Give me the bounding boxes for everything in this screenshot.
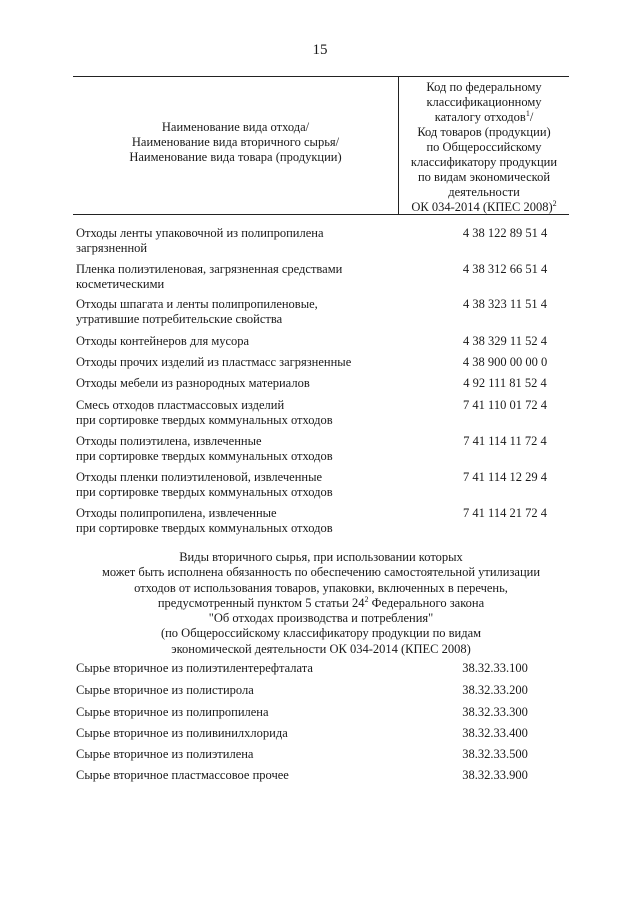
waste-name-line: при сортировке твердых коммунальных отходов xyxy=(76,413,333,427)
waste-name xyxy=(76,297,406,327)
waste-name xyxy=(76,434,406,464)
header-code-line: по Общероссийскому xyxy=(426,140,542,154)
header-code-line: классификатору продукции xyxy=(410,155,558,169)
waste-name-line: загрязненной xyxy=(76,241,148,255)
waste-name-line: Отходы полипропилена, извлеченные xyxy=(76,506,277,520)
header-name-line: Наименование вида вторичного сырья/ xyxy=(131,135,340,149)
waste-code: 4 38 323 11 51 4 xyxy=(463,297,547,311)
material-name: Сырье вторичное из поливинилхлорида xyxy=(76,726,288,740)
waste-name xyxy=(76,506,406,536)
material-code: 38.32.33.400 xyxy=(462,726,528,740)
material-name: Сырье вторичное из полиэтилентерефталата xyxy=(76,661,313,675)
material-name: Сырье вторичное из полиэтилена xyxy=(76,747,254,761)
header-code-line: деятельности xyxy=(448,185,520,199)
header-name-line: Наименование вида отхода/ xyxy=(161,120,310,134)
waste-code: 4 38 329 11 52 4 xyxy=(463,334,547,348)
heading-line: может быть исполнена обязанность по обеспечению самостоятельной утилизации xyxy=(101,565,541,580)
header-code-text: каталогу отходов xyxy=(434,110,526,124)
material-name: Сырье вторичное из полипропилена xyxy=(76,705,269,719)
article-superscript: 2 xyxy=(364,594,369,604)
waste-code: 7 41 114 12 29 4 xyxy=(463,470,547,484)
material-name: Сырье вторичное из полистирола xyxy=(76,683,254,697)
waste-code: 7 41 114 11 72 4 xyxy=(463,434,547,448)
heading-line: Виды вторичного сырья, при использовании которых xyxy=(179,550,463,564)
waste-name xyxy=(76,470,406,500)
header-code-text: ОК 034-2014 (КПЕС 2008) xyxy=(411,200,553,214)
waste-name-line: Отходы контейнеров для мусора xyxy=(76,334,250,348)
waste-name-line: косметическими xyxy=(76,277,165,291)
header-name-column xyxy=(73,120,398,165)
heading-line: экономической деятельности ОК 034-2014 (КПЕС 2008) xyxy=(171,641,471,656)
waste-code: 4 38 312 66 51 4 xyxy=(462,262,548,276)
waste-code: 7 41 114 21 72 4 xyxy=(463,506,547,520)
header-name-line: Наименование вида товара (продукции) xyxy=(129,150,342,164)
header-code-column xyxy=(399,80,569,215)
waste-name-line: при сортировке твердых коммунальных отходов xyxy=(76,521,333,535)
waste-name xyxy=(76,398,406,428)
heading-line xyxy=(73,596,569,611)
header-code-line xyxy=(399,200,569,215)
heading-line: "Об отходах производства и потребления" xyxy=(208,611,434,626)
waste-name-line: Смесь отходов пластмассовых изделий xyxy=(76,398,285,412)
waste-name-line: Отходы полиэтилена, извлеченные xyxy=(76,434,262,448)
waste-name xyxy=(76,355,406,370)
material-code: 38.32.33.200 xyxy=(462,683,528,697)
waste-name xyxy=(76,334,406,349)
waste-code: 4 38 122 89 51 4 xyxy=(462,226,548,240)
header-code-separator: / xyxy=(529,110,534,124)
material-code: 38.32.33.100 xyxy=(462,661,528,675)
waste-name-line: при сортировке твердых коммунальных отходов xyxy=(76,485,333,499)
material-code: 38.32.33.500 xyxy=(462,747,528,761)
waste-name xyxy=(76,226,406,256)
heading-text: Федерального закона xyxy=(368,595,485,610)
header-code-line: Код товаров (продукции) xyxy=(417,125,551,139)
waste-name-line: Отходы мебели из разнородных материалов xyxy=(76,376,310,390)
waste-name-line: Отходы ленты упаковочной из полипропилена xyxy=(76,226,324,240)
waste-name xyxy=(76,376,406,391)
material-code: 38.32.33.300 xyxy=(462,705,528,719)
table-header-top-rule xyxy=(73,76,569,77)
footnote-marker: 1 xyxy=(525,108,530,118)
secondary-raw-materials-heading xyxy=(73,550,569,657)
footnote-marker: 2 xyxy=(552,198,557,208)
heading-text: предусмотренный пунктом 5 статьи 24 xyxy=(157,595,365,610)
material-name: Сырье вторичное пластмассовое прочее xyxy=(76,768,289,782)
header-code-line xyxy=(399,110,569,125)
heading-line: отходов от использования товаров, упаковки, включенных в перечень, xyxy=(134,580,508,595)
header-code-line: классификационному xyxy=(426,95,542,109)
waste-code: 4 92 111 81 52 4 xyxy=(463,376,547,390)
header-code-line: по видам экономической xyxy=(417,170,551,184)
waste-code: 4 38 900 00 00 0 xyxy=(462,355,548,369)
waste-name-line: утратившие потребительские свойства xyxy=(76,312,283,326)
material-code: 38.32.33.900 xyxy=(462,768,528,782)
waste-name-line: Отходы прочих изделий из пластмасс загрязненные xyxy=(76,355,352,369)
page-number: 15 xyxy=(312,42,328,58)
waste-name-line: Отходы шпагата и ленты полипропиленовые, xyxy=(76,297,318,311)
heading-line: (по Общероссийскому классификатору продукции по видам xyxy=(160,626,482,641)
header-code-line: Код по федеральному xyxy=(426,80,542,94)
waste-name-line: Отходы пленки полиэтиленовой, извлеченные xyxy=(76,470,323,484)
waste-name-line: Пленка полиэтиленовая, загрязненная средствами xyxy=(76,262,343,276)
waste-name-line: при сортировке твердых коммунальных отходов xyxy=(76,449,333,463)
waste-code: 7 41 110 01 72 4 xyxy=(463,398,547,412)
waste-name xyxy=(76,262,406,292)
